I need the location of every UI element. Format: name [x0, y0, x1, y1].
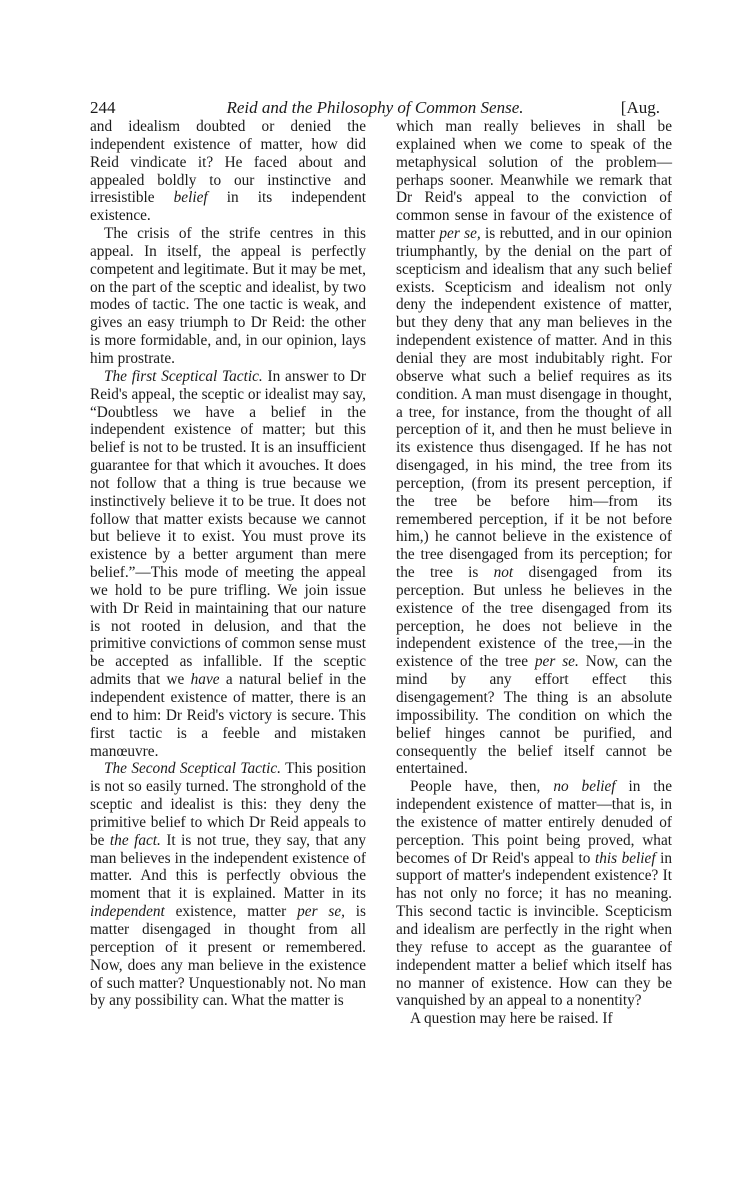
text-run: People have, then,: [410, 778, 554, 796]
paragraph: [396, 1010, 672, 1028]
text-run: is matter disengaged in thought from all perception of it present or remembered. Now, does any man believe in the existence of such matter? Unquestionably not. No man by any possibility can. What the matter is: [90, 903, 366, 1010]
paragraph: [90, 225, 366, 368]
page-number: 244: [90, 98, 116, 117]
text-run: In answer to Dr Reid's appeal, the sceptic or idealist may say, “Doubtless we have a belief in the independent existence of matter; but this belief is not to be trusted. It is an insufficient guarantee for that which it avouches. It does not follow that a thing is true because we instinctively believe it to be true. It does not follow that matter exists because we cannot but believe it to exist. You must prove its existence by a better argument than mere belief.”—This mode of meeting the appeal we hold to be pure trifling. We join issue with Dr Reid in maintaining that our nature is not rooted in delusion, and that the primitive convictions of common sense must be accepted as infallible. If the sceptic admits that we: [90, 367, 367, 689]
text-run: disengaged from its perception. But unless he believes in the existence of the tree disengaged from its perception, he does not believe in the independent existence of the tree,—in the existence of the tree: [396, 564, 672, 671]
italic-text: the fact.: [109, 831, 161, 849]
paragraph: [90, 760, 366, 1010]
text-run: in the independent existence of matter—that is, in the existence of matter entirely denuded of perception. This point being proved, what becomes of Dr Reid's appeal to: [396, 778, 672, 867]
text-run: and idealism doubted or denied the independent existence of matter, how did Reid vindicate it? He faced about and appealed boldly to our instinctive and irresistible: [90, 118, 366, 207]
paragraph: [396, 778, 672, 1010]
issue-month: [Aug.: [620, 98, 660, 117]
italic-text: this belief: [594, 849, 656, 867]
italic-text: no belief: [553, 778, 616, 796]
text-run: This position is not so easily turned. The stronghold of the sceptic and idealist is this: they deny the primitive belief to which Dr Reid appeals to be: [90, 760, 366, 849]
italic-text: belief: [173, 189, 208, 207]
right-text-column: [396, 118, 672, 1028]
italic-text: per se.: [534, 653, 579, 671]
text-run: The crisis of the strife centres in this appeal. In itself, the appeal is perfectly competent and legitimate. But it may be met, on the part of the sceptic and idealist, by two modes of tactic. The one tactic is weak, and gives an easy triumph to Dr Reid: the other is more formidable, and, in our opinion, lays him prostrate.: [90, 225, 366, 367]
italic-text: per se,: [439, 225, 481, 243]
left-text-column: [90, 118, 366, 1010]
italic-text: independent: [90, 903, 165, 921]
text-run: A question may here be raised. If: [410, 1010, 613, 1028]
text-run: in support of matter's independent existence? It has not only no force; it has no meaning. This second tactic is invincible. Scepticism and idealism are perfectly in the right when they refuse to accept as the guarantee of independent matter a belief which itself has no manner of existence. How can they be vanquished by an appeal to a nonentity?: [396, 849, 672, 1010]
running-title: Reid and the Philosophy of Common Sense.: [226, 98, 524, 117]
italic-text: not: [493, 564, 514, 582]
italic-text: The first Sceptical Tactic.: [104, 367, 263, 385]
text-run: is rebutted, and in our opinion triumphantly, by the denial on the part of scepticism and idealism that any such belief exists. Scepticism and idealism not only deny the independent existence of matter, but they deny that any man believes in the independent existence of matter. And in this denial they are most indubitably right. For observe what such a belief requires as its condition. A man must disengage in thought, a tree, for instance, from the thought of all perception of it, and then he must believe in its existence thus disengaged. If he has not disengaged, in his mind, the tree from its perception, (from its present perception, if the tree be before him—from its remembered perception, if it be not before him,) he cannot believe in the existence of the tree disengaged from its perception; for the tree is: [396, 225, 672, 582]
text-run: Now, can the mind by any effort effect this disengagement? The thing is an absolute impossibility. The condition on which the belief hinges cannot be purified, and consequently the belief itself cannot be entertained.: [396, 653, 672, 778]
text-run: existence, matter: [164, 903, 298, 921]
text-run: in its independent existence.: [90, 189, 366, 225]
paragraph: [90, 118, 366, 225]
italic-text: The Second Sceptical Tactic.: [104, 760, 281, 778]
italic-text: have: [190, 671, 220, 689]
paragraph: [396, 118, 672, 778]
paragraph: [90, 368, 366, 761]
text-run: a natural belief in the independent existence of matter, there is an end to him: Dr Reid's victory is secure. This first tactic is a feeble and mistaken manœuvre.: [90, 671, 366, 760]
text-run: It is not true, they say, that any man believes in the independent existence of matter. And this is perfectly obvious the moment that it is explained. Matter in its: [90, 831, 366, 903]
italic-text: per se,: [297, 903, 345, 921]
text-run: which man really believes in shall be explained when we come to speak of the metaphysical solution of the problem—perhaps sooner. Meanwhile we remark that Dr Reid's appeal to the conviction of common sense in favour of the existence of matter: [396, 118, 672, 243]
